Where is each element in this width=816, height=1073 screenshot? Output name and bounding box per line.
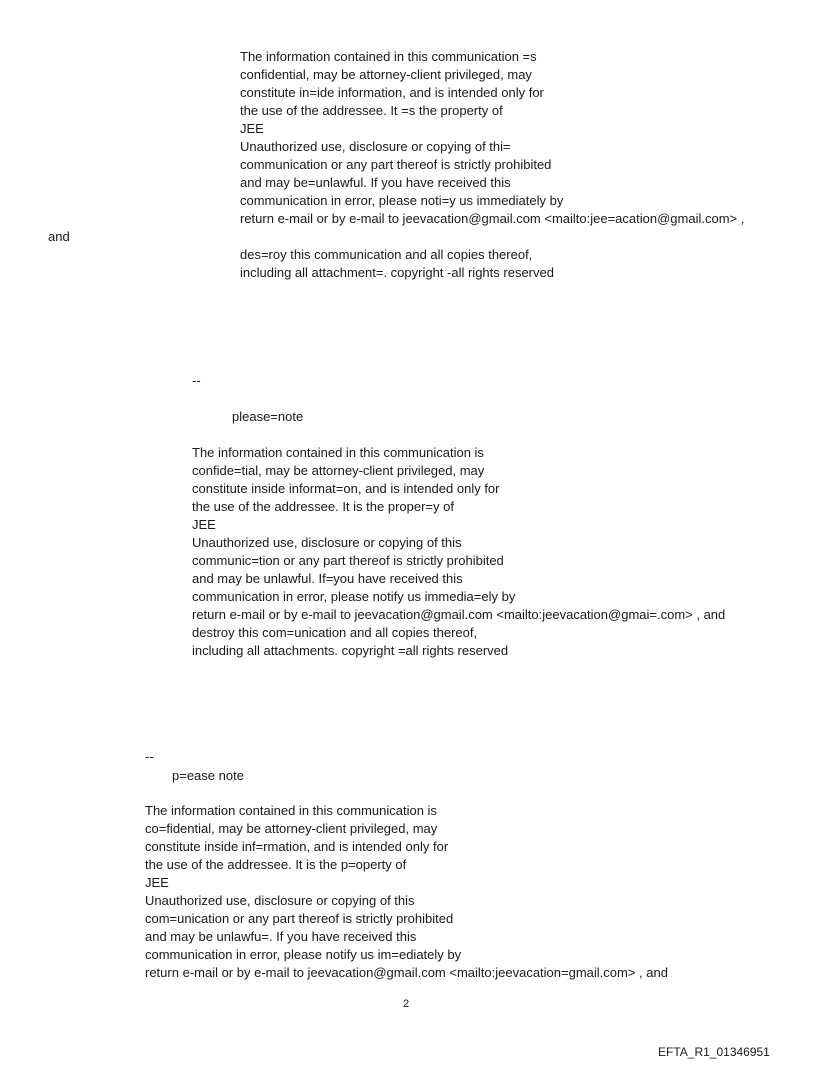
text-line: constitute inside informat=on, and is intended only for bbox=[192, 481, 500, 496]
text-line: The information contained in this communication is bbox=[145, 803, 437, 818]
document-id: EFTA_R1_01346951 bbox=[658, 1045, 770, 1059]
text-line: constitute in=ide information, and is intended only for bbox=[240, 85, 544, 100]
text-line: Unauthorized use, disclosure or copying of thi= bbox=[240, 139, 511, 154]
text-line: the use of the addressee. It is the proper=y of bbox=[192, 499, 454, 514]
text-line: JEE bbox=[192, 517, 216, 532]
wrapped-word: and bbox=[48, 229, 70, 244]
text-line: and may be=unlawful. If you have received this bbox=[240, 175, 511, 190]
text-line: the use of the addressee. It =s the property of bbox=[240, 103, 503, 118]
note-heading: please=note bbox=[232, 409, 304, 424]
text-line: and may be unlawful. If=you have received this bbox=[192, 571, 463, 586]
text-line: Unauthorized use, disclosure or copying of this bbox=[145, 893, 415, 908]
text-line: JEE bbox=[145, 875, 169, 890]
text-line: communication in error, please noti=y us immediately by bbox=[240, 193, 564, 208]
page-number: 2 bbox=[403, 998, 410, 1010]
text-line: return e-mail or by e-mail to jeevacation@gmail.com <mailto:jeevacation@gmai=.com> , and bbox=[192, 607, 726, 622]
text-line: return e-mail or by e-mail to jeevacation@gmail.com <mailto:jee=acation@gmail.com> , bbox=[240, 211, 745, 226]
text-line: return e-mail or by e-mail to jeevacation@gmail.com <mailto:jeevacation=gmail.com> , and bbox=[145, 965, 668, 980]
text-line: co=fidential, may be attorney-client privileged, may bbox=[145, 821, 438, 836]
text-line: confidential, may be attorney-client privileged, may bbox=[240, 67, 532, 82]
text-line: The information contained in this communication =s bbox=[240, 49, 537, 64]
separator: -- bbox=[145, 749, 154, 764]
text-line: including all attachments. copyright =all rights reserved bbox=[192, 643, 509, 658]
text-line: and may be unlawfu=. If you have received this bbox=[145, 929, 417, 944]
text-line: JEE bbox=[240, 121, 264, 136]
text-line: destroy this com=unication and all copies thereof, bbox=[192, 625, 478, 640]
text-line: including all attachment=. copyright -all rights reserved bbox=[240, 265, 554, 280]
text-line: confide=tial, may be attorney-client privileged, may bbox=[192, 463, 485, 478]
text-line: The information contained in this communication is bbox=[192, 445, 484, 460]
text-line: Unauthorized use, disclosure or copying of this bbox=[192, 535, 462, 550]
text-line: communication or any part thereof is strictly prohibited bbox=[240, 157, 552, 172]
note-heading: p=ease note bbox=[172, 768, 244, 783]
text-line: constitute inside inf=rmation, and is intended only for bbox=[145, 839, 449, 854]
text-line: the use of the addressee. It is the p=operty of bbox=[145, 857, 407, 872]
text-line: communication in error, please notify us immedia=ely by bbox=[192, 589, 516, 604]
text-line: des=roy this communication and all copies thereof, bbox=[240, 247, 533, 262]
separator: -- bbox=[192, 373, 201, 388]
text-line: communication in error, please notify us im=ediately by bbox=[145, 947, 462, 962]
text-line: communic=tion or any part thereof is strictly prohibited bbox=[192, 553, 504, 568]
text-line: com=unication or any part thereof is strictly prohibited bbox=[145, 911, 454, 926]
